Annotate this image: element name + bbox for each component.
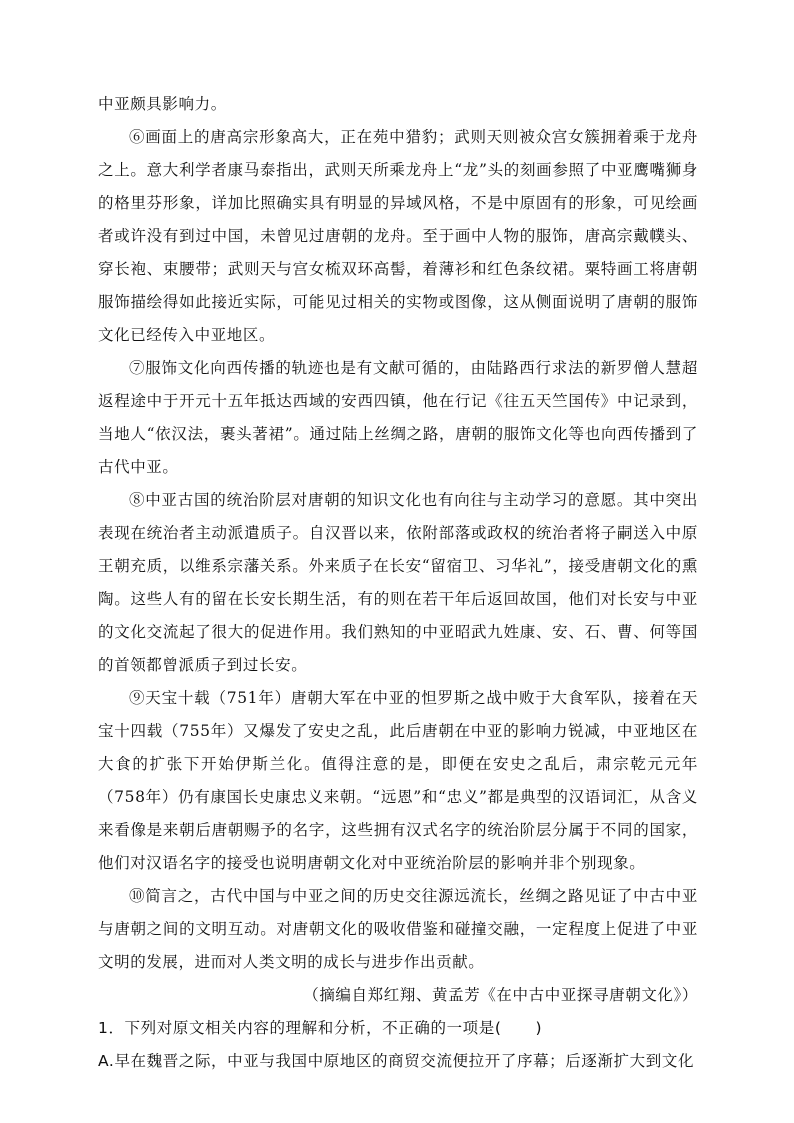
document-page — [98, 88, 698, 1078]
paragraph-6: ⑥画面上的唐高宗形象高大，正在苑中猎豹；武则天则被众宫女簇拥着乘于龙舟之上。意大利学者康马泰指出，武则天所乘龙舟上“龙”头的刻画参照了中亚鹰嘴狮身的格里芬形象，详加比照确实具有明显的异域风格，不是中原固有的形象，可见绘画者或许没有到过中国，未曾见过唐朝的龙舟。至于画中人物的服饰，唐高宗戴幞头、穿长袍、束腰带；武则天与宫女梳双环高髻，着薄衫和红色条纹裙。粟特画工将唐朝服饰描绘得如此接近实际，可能见过相关的实物或图像，这从侧面说明了唐朝的服饰文化已经传入中亚地区。 — [98, 128, 698, 344]
paragraph-10: ⑩简言之，古代中国与中亚之间的历史交往源远流长，丝绸之路见证了中古中亚与唐朝之间的文明互动。对唐朝文化的吸收借鉴和碰撞交融，一定程度上促进了中亚文明的发展，进而对人类文明的成长与进步作出贡献。 — [98, 887, 698, 971]
paragraph-intro-tail: 中亚颇具影响力。 — [98, 95, 227, 113]
paragraph-7: ⑦服饰文化向西传播的轨迹也是有文献可循的，由陆路西行求法的新罗僧人慧超返程途中于开元十五年抵达西域的安西四镇，他在行记《往五天竺国传》中记录到，当地人“依汉法，裹头著裙”。通过陆上丝绸之路，唐朝的服饰文化等也向西传播到了古代中亚。 — [98, 359, 698, 476]
question-stem-close: ) — [535, 1019, 543, 1037]
paragraph-9: ⑨天宝十载（751年）唐朝大军在中亚的怛罗斯之战中败于大食军队，接着在天宝十四载（755年）又爆发了安史之乱，此后唐朝在中亚的影响力锐减，中亚地区在大食的扩张下开始伊斯兰化。值得注意的是，即便在安史之乱后，肃宗乾元元年（758年）仍有康国长史康忠义来朝。“远恩”和“忠义”都是典型的汉语词汇，从含义来看像是来朝后唐朝赐予的名字，这些拥有汉式名字的统治阶层分属于不同的国家，他们对汉语名字的接受也说明唐朝文化对中亚统治阶层的影响并非个别现象。 — [98, 689, 698, 872]
question-stem-text: 1．下列对原文相关内容的理解和分析，不正确的一项是( — [98, 1019, 502, 1037]
paragraph-8: ⑧中亚古国的统治阶层对唐朝的知识文化也有向往与主动学习的意愿。其中突出表现在统治者主动派遣质子。自汉晋以来，依附部落或政权的统治者将子嗣送入中原王朝充质，以维系宗藩关系。外来质子在长安“留宿卫、习华礼”，接受唐朝文化的熏陶。这些人有的留在长安长期生活，有的则在若干年后返回故国，他们对长安与中亚的文化交流起了很大的促进作用。我们熟知的中亚昭武九姓康、安、石、曹、何等国的首领都曾派质子到过长安。 — [98, 491, 698, 674]
article-source: （摘编自郑红翔、黄孟芳《在中古中亚探寻唐朝文化》） — [303, 986, 698, 1004]
question-1-option-a: A.早在魏晋之际，中亚与我国中原地区的商贸交流便拉开了序幕；后逐渐扩大到文化 — [98, 1052, 695, 1070]
question-1-stem — [98, 1012, 698, 1045]
